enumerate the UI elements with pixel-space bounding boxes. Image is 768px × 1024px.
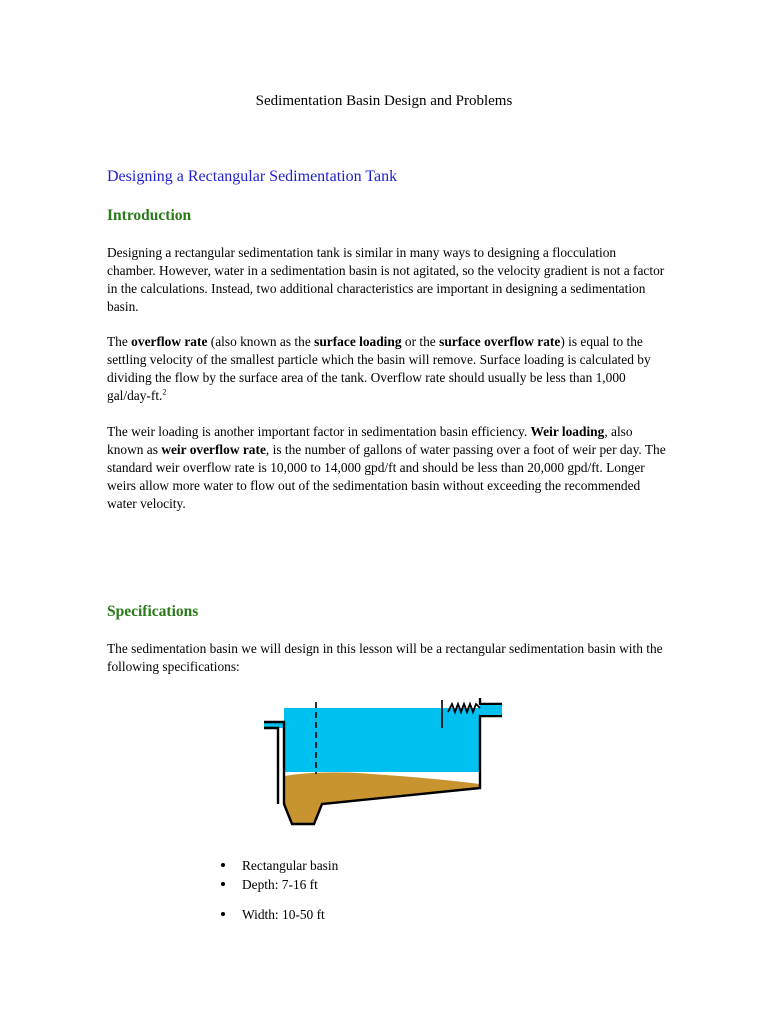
outlet-water bbox=[480, 705, 502, 715]
intro-paragraph-overflow-rate: The overflow rate (also known as the surface loading or the surface overflow rate) is equal to the settling velocity of the smallest particle which the basin will remove. Surface loading is calculated by dividing the flow by the surface area of the tank. Overflow rate should usually be less than 1,000 gal/day-ft.$^2$ bbox=[107, 334, 651, 403]
section-heading: Designing a Rectangular Sedimentation Tank bbox=[107, 168, 398, 185]
water-region bbox=[284, 708, 480, 772]
specifications-paragraph: The sedimentation basin we will design in this lesson will be a rectangular sedimentation basin with the following specifications: bbox=[107, 641, 663, 674]
inlet-pipe-lower bbox=[264, 728, 278, 804]
introduction-heading: Introduction bbox=[107, 207, 192, 224]
specifications-heading: Specifications bbox=[107, 603, 199, 620]
sedimentation-basin-diagram bbox=[262, 692, 504, 832]
list-item: Width: 10-50 ft bbox=[107, 905, 338, 924]
list-item: Rectangular basin bbox=[107, 856, 338, 875]
intro-paragraph-1: Designing a rectangular sedimentation tank is similar in many ways to designing a flocculation chamber. However, water in a sedimentation basin is not agitated, so the velocity gradient is not a factor in the calculations. Instead, two additional characteristics are important in designing a sedimentation basin. bbox=[107, 245, 665, 314]
outlet-channel bbox=[480, 698, 502, 704]
specifications-list bbox=[107, 856, 338, 924]
document-title: Sedimentation Basin Design and Problems bbox=[255, 93, 513, 109]
list-item: Depth: 7-16 ft bbox=[107, 875, 338, 894]
intro-paragraph-weir-loading: The weir loading is another important factor in sedimentation basin efficiency. Weir loading, also known as weir overflow rate, is the number of gallons of water passing over a foot of weir per day. The standard weir overflow rate is 10,000 to 14,000 gpd/ft and should be less than 20,000 gpd/ft. Longer weirs allow more water to flow out of the sedimentation basin without exceeding the recommended water velocity. bbox=[107, 424, 666, 511]
